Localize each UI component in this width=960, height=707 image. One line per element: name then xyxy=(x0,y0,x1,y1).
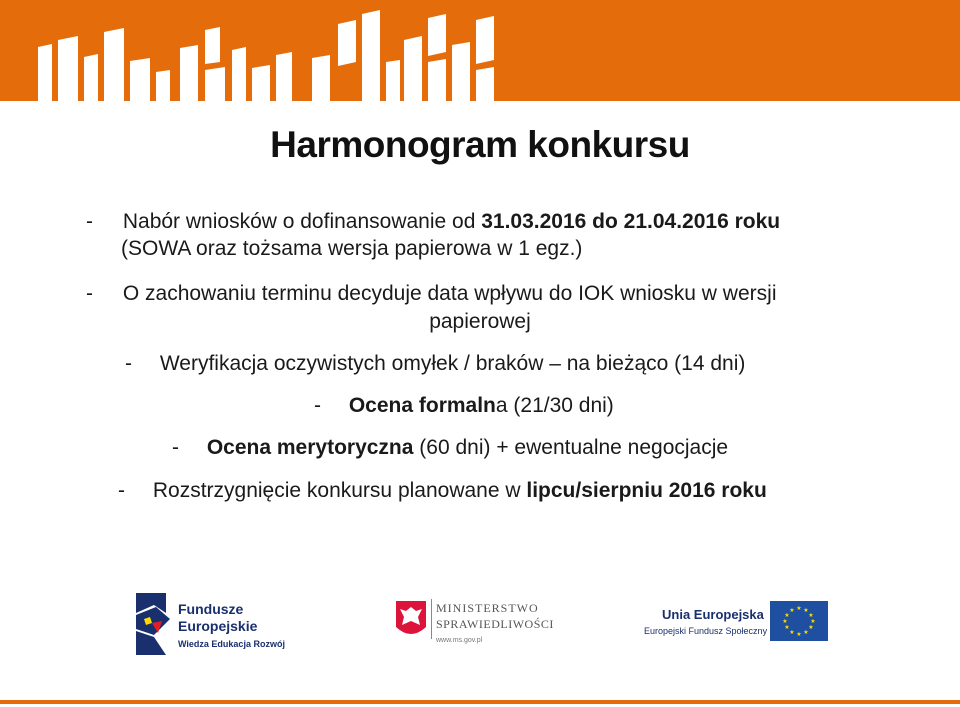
list-item xyxy=(86,209,780,235)
fe-line2: Europejskie xyxy=(178,618,258,634)
svg-text:★: ★ xyxy=(803,607,809,614)
bullet-dash: - xyxy=(86,210,93,233)
svg-text:★: ★ xyxy=(782,618,788,625)
header-banner xyxy=(0,0,960,101)
eu-flag-icon xyxy=(770,601,828,641)
item-text: Rozstrzygnięcie konkursu planowane w xyxy=(152,479,527,502)
bullet-dash: - xyxy=(314,394,321,417)
svg-text:★: ★ xyxy=(796,631,802,638)
fe-star-icon xyxy=(136,593,170,655)
list-item xyxy=(118,478,767,504)
svg-text:★: ★ xyxy=(803,629,809,636)
bullet-dash: - xyxy=(118,479,125,502)
svg-text:★: ★ xyxy=(808,624,814,631)
eagle-emblem-icon xyxy=(396,601,426,639)
bullet-dash: - xyxy=(125,352,132,375)
item-continuation: papierowej xyxy=(429,310,531,333)
list-item xyxy=(125,351,745,377)
item-text: (60 dni) + ewentualne negocjacje xyxy=(413,436,729,459)
item-bold: Ocena formaln xyxy=(348,394,496,417)
fe-line3: Wiedza Edukacja Rozwój xyxy=(178,639,285,649)
item-text: a (21/30 dni) xyxy=(495,394,614,417)
item-continuation: (SOWA oraz tożsama wersja papierowa w 1 egz.) xyxy=(121,237,583,260)
svg-text:★: ★ xyxy=(784,612,790,619)
item-bold: lipcu/sierpniu 2016 roku xyxy=(526,479,767,502)
logo-fundusze-europejskie xyxy=(136,591,296,661)
svg-text:★: ★ xyxy=(808,612,814,619)
ms-line2: SPRAWIEDLIWOŚCI xyxy=(436,617,554,631)
svg-text:★: ★ xyxy=(796,605,802,612)
bullet-dash: - xyxy=(172,436,179,459)
item-bold: Ocena merytoryczna xyxy=(206,436,414,459)
svg-text:★: ★ xyxy=(789,629,795,636)
item-text: Weryfikacja oczywistych omyłek / braków – na bieżąco (14 dni) xyxy=(159,352,746,375)
list-item xyxy=(172,435,728,461)
svg-text:★: ★ xyxy=(810,618,816,625)
divider xyxy=(431,599,432,639)
logos-bar xyxy=(0,585,960,665)
banner-pattern xyxy=(0,0,960,101)
ms-line1: MINISTERSTWO xyxy=(436,601,539,615)
ue-line2: Europejski Fundusz Społeczny xyxy=(644,626,768,636)
footer-line xyxy=(0,700,960,704)
page-title: Harmonogram konkursu xyxy=(270,124,690,165)
item-date-range: 31.03.2016 do 21.04.2016 roku xyxy=(481,210,781,233)
item-text: Nabór wniosków o dofinansowanie od xyxy=(122,210,482,233)
svg-text:★: ★ xyxy=(784,624,790,631)
bullet-dash: - xyxy=(86,282,93,305)
ms-url: www.ms.gov.pl xyxy=(436,637,483,644)
list-item xyxy=(314,393,614,419)
ue-line1: Unia Europejska xyxy=(662,607,764,622)
svg-text:★: ★ xyxy=(789,607,795,614)
logo-ministerstwo-sprawiedliwosci xyxy=(396,599,556,659)
logo-unia-europejska xyxy=(640,601,830,645)
list-item xyxy=(86,281,776,307)
item-text: O zachowaniu terminu decyduje data wpływu do IOK wniosku w wersji xyxy=(122,282,777,305)
fe-line1: Fundusze xyxy=(178,601,244,617)
